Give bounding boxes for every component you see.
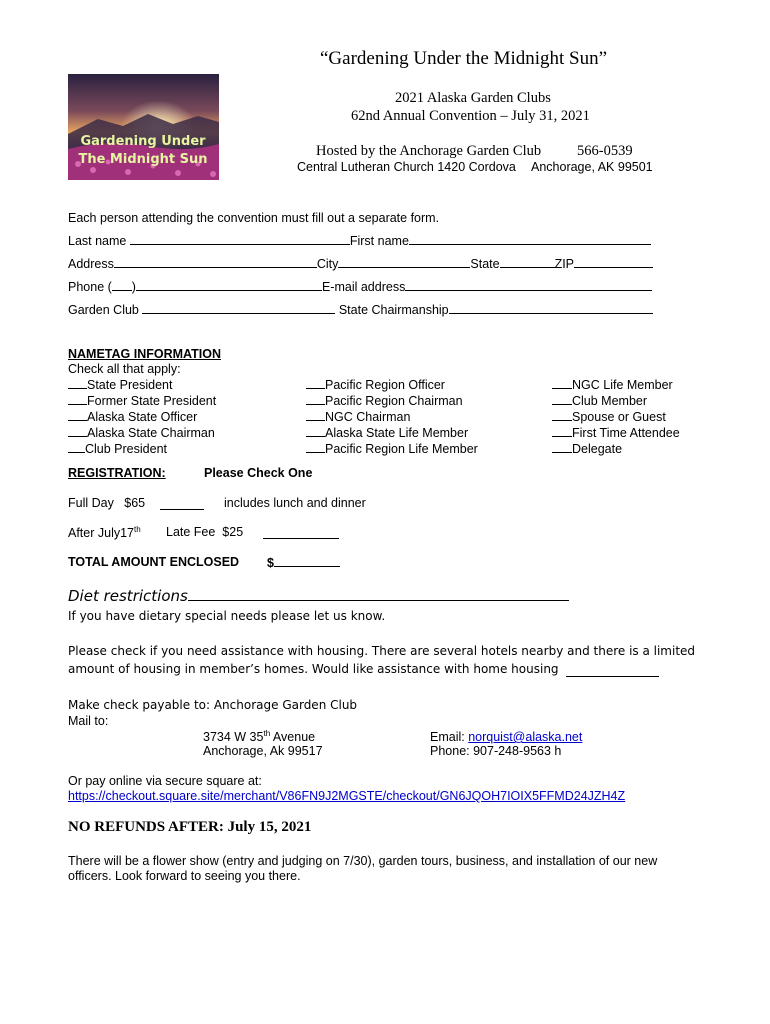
first-name-label: First name [349, 234, 409, 248]
nametag-option[interactable]: First Time Attendee [552, 425, 680, 441]
nametag-option[interactable]: Club President [68, 441, 216, 457]
mail-street: 3734 W 35th Avenue [203, 729, 316, 745]
nametag-option[interactable]: Alaska State Chairman [68, 425, 216, 441]
logo-text-line1: Gardening Under [80, 134, 206, 149]
first-name-input[interactable] [409, 233, 651, 245]
last-name-input[interactable] [130, 233, 350, 245]
full-day-input[interactable] [160, 498, 204, 510]
garden-club-input[interactable] [142, 302, 335, 314]
housing-line1: Please check if you need assistance with housing. There are several hotels nearby and there is a limited [68, 644, 696, 658]
nametag-col2 [306, 377, 478, 457]
total-label: TOTAL AMOUNT ENCLOSED [68, 555, 240, 569]
registration-heading: REGISTRATION: [68, 466, 166, 480]
total-field: $ [267, 555, 340, 570]
refunds-notice: NO REFUNDS AFTER: July 15, 2021 [68, 819, 312, 835]
mail-to-label: Mail to: [68, 714, 109, 728]
includes-note: includes lunch and dinner [224, 496, 366, 510]
closing-line1: There will be a flower show (entry and judging on 7/30), garden tours, business, and installation of our new [68, 854, 658, 868]
email-contact: Email: norquist@alaska.net [430, 730, 583, 744]
nametag-instruction: Check all that apply: [68, 362, 181, 376]
late-fee-label: Late Fee $25 [166, 525, 244, 539]
nametag-option[interactable]: Former State President [68, 393, 216, 409]
nametag-option[interactable]: NGC Life Member [552, 377, 680, 393]
phone-area-input[interactable] [112, 279, 132, 291]
full-day-label: Full Day $65 [68, 496, 146, 510]
address-label: Address [68, 257, 114, 271]
zip-label: ZIP [554, 257, 575, 271]
state-chair-label: State Chairmanship [338, 303, 449, 317]
nametag-option[interactable]: Pacific Region Chairman [306, 393, 478, 409]
phone-row [68, 279, 652, 294]
nametag-option[interactable]: Alaska State Officer [68, 409, 216, 425]
nametag-option[interactable]: State President [68, 377, 216, 393]
address-input[interactable] [114, 256, 317, 268]
nametag-col1 [68, 377, 216, 457]
page-title: “Gardening Under the Midnight Sun” [320, 48, 608, 69]
diet-note: If you have dietary special needs please let us know. [68, 609, 386, 623]
header-location: Central Lutheran Church 1420 Cordova [297, 160, 516, 174]
total-input[interactable] [274, 555, 340, 567]
logo-text-line2: The Midnight Sun [78, 152, 208, 167]
nametag-heading: NAMETAG INFORMATION [68, 347, 221, 361]
zip-input[interactable] [574, 256, 653, 268]
registration-check: Please Check One [204, 466, 313, 480]
city-input[interactable] [338, 256, 470, 268]
phone-paren: ) [131, 280, 136, 294]
housing-input[interactable] [566, 665, 659, 677]
nametag-option[interactable]: Pacific Region Officer [306, 377, 478, 393]
state-input[interactable] [500, 256, 555, 268]
nametag-option[interactable]: Club Member [552, 393, 680, 409]
nametag-option[interactable]: Spouse or Guest [552, 409, 680, 425]
mail-city: Anchorage, Ak 99517 [203, 744, 323, 758]
phone-contact: Phone: 907-248-9563 h [430, 744, 562, 758]
intro-text: Each person attending the convention must fill out a separate form. [68, 211, 440, 225]
convention-logo [68, 74, 219, 180]
late-fee-input[interactable] [263, 527, 339, 539]
header-line2: 62nd Annual Convention – July 31, 2021 [351, 108, 590, 124]
header-phone: 566-0539 [577, 143, 633, 159]
diet-input[interactable] [188, 586, 569, 601]
last-name-label: Last name [68, 234, 127, 248]
phone-label: Phone ( [68, 280, 112, 294]
payable-text: Make check payable to: Anchorage Garden Club [68, 698, 358, 712]
state-chair-input[interactable] [449, 302, 653, 314]
header-city: Anchorage, AK 99501 [531, 160, 653, 174]
nametag-option[interactable]: Pacific Region Life Member [306, 441, 478, 457]
nametag-option[interactable]: Alaska State Life Member [306, 425, 478, 441]
state-label: State [470, 257, 500, 271]
header-hosted: Hosted by the Anchorage Garden Club [316, 143, 542, 159]
nametag-option[interactable]: NGC Chairman [306, 409, 478, 425]
closing-line2: officers. Look forward to seeing you there. [68, 869, 301, 883]
email-input[interactable] [405, 279, 652, 291]
after-label: After July17th [68, 525, 141, 541]
garden-club-row [68, 302, 653, 317]
online-text: Or pay online via secure square at: [68, 774, 262, 788]
nametag-option[interactable]: Delegate [552, 441, 680, 457]
city-label: City [316, 257, 339, 271]
housing-line2: amount of housing in member’s homes. Would like assistance with home housing [68, 662, 559, 676]
last-name-field [68, 233, 651, 248]
diet-heading: Diet restrictions [68, 586, 569, 605]
email-label: E-mail address [321, 280, 406, 294]
address-row [68, 256, 653, 271]
square-link[interactable]: https://checkout.square.site/merchant/V86FN9J2MGSTE/checkout/GN6JQOH7IOIX5FFMD24JZH4Z [68, 789, 626, 803]
logo-image [68, 74, 219, 180]
garden-club-label: Garden Club [68, 303, 139, 317]
email-link[interactable]: norquist@alaska.net [468, 730, 583, 744]
phone-input[interactable] [136, 279, 322, 291]
header-line1: 2021 Alaska Garden Clubs [395, 90, 551, 106]
nametag-col3 [552, 377, 680, 457]
